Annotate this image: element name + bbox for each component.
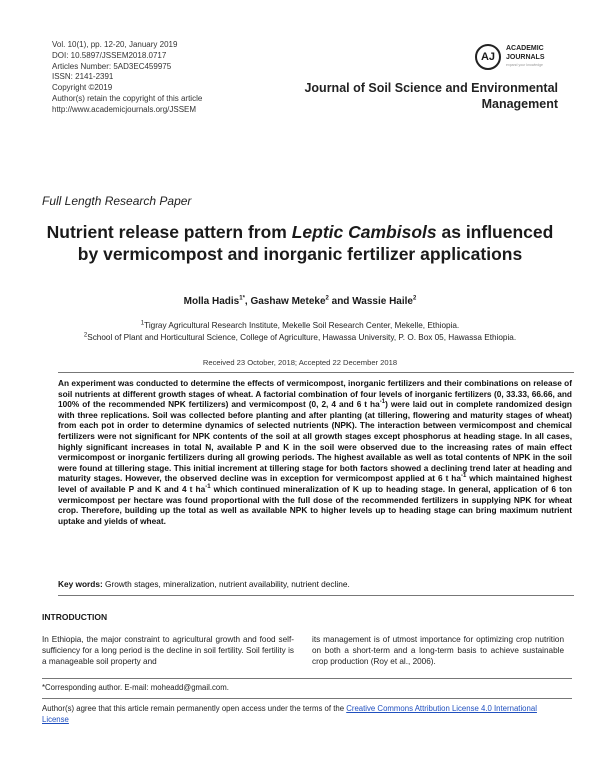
affiliation-2 [40,333,560,342]
title-part2: as influenced by vermicompost and inorganic fertilizer applications [77,222,554,264]
abstract-text: which continued mineralization of K up to heading stage. In general, application of 6 ton vermicompost per hectare was found proportional with the full dose of the recommended fertilizers in supplying NPK for wheat crop. Therefore, building up the total as well as available NPK to higher levels up to heading stage can bring maximum nutrient uptake and yields of wheat. [58,483,572,526]
license-rule [42,698,572,699]
abstract [58,378,572,526]
paper-type: Full Length Research Paper [42,194,192,208]
abstract-text: which maintained highest level of available P and K and 4 t ha [58,473,572,494]
publisher-line1: ACADEMIC [506,45,544,52]
meta-copyright: Copyright ©2019 [52,83,113,93]
introduction-heading: INTRODUCTION [42,612,108,622]
meta-url[interactable]: http://www.academicjournals.org/JSSEM [52,104,197,114]
title-italic: Leptic Cambisols [291,222,437,242]
affiliation-2-marker: 2 [83,332,88,339]
journal-name-line2: Management [481,97,558,111]
author-separator: and [328,296,353,307]
affiliation-1 [40,321,560,330]
abstract-top-rule [58,372,574,373]
license-notice [42,703,562,725]
author-1-affil: 1* [239,295,245,302]
author-2-affil: 2 [325,295,329,302]
received-dates: Received 23 October, 2018; Accepted 22 December 2018 [202,358,398,367]
affiliation-1-text: Tigray Agricultural Research Institute, Mekelle Soil Research Center, Mekelle, Ethiopia. [144,321,460,330]
abstract-bottom-rule [58,595,574,596]
intro-left-column: In Ethiopia, the major constraint to agricultural growth and food self-sufficiency for a long period is the decline in soil fertility. Soil fertility is a manageable soil property and [42,635,294,666]
meta-issn: ISSN: 2141-2391 [52,72,114,82]
abstract-sup: -1 [460,473,467,480]
paper-title [40,221,560,265]
footnote-rule [42,678,572,679]
meta-doi: DOI: 10.5897/JSSEM2018.0717 [52,50,167,60]
corresponding-author: *Corresponding author. E-mail: moheadd@gmail.com. [42,683,229,692]
abstract-sup: -1 [379,399,386,406]
journal-name [258,80,558,112]
abstract-text: An experiment was conducted to determine the effects of vermicompost, inorganic fertilizers and their combinations on release of soil nutrients at different growth stages of wheat. A factorial combination of four levels of inorganic fertilizers (0, 33.33, 66.66, and 100% of the recommended NPK fertilizers) and vermicompost (0, 2, 4 and 6 t ha [58,378,572,410]
affiliation-2-text: School of Plant and Horticultural Science, College of Agriculture, Hawassa University, P. O. Box 05, Hawassa Ethiopia. [87,333,517,342]
author-3: Wassie Haile [352,296,413,307]
publisher-line2: JOURNALS [506,53,545,61]
affiliation-1-marker: 1 [140,320,145,327]
license-link[interactable]: Creative Commons Attribution License 4.0 International License [42,704,537,724]
keywords-text: Growth stages, mineralization, nutrient availability, nutrient decline. [105,579,350,589]
logo-mark: AJ [480,51,496,63]
meta-volume: Vol. 10(1), pp. 12-20, January 2019 [52,40,178,49]
author-1: Molla Hadis [183,296,240,307]
academic-journals-logo-icon [475,44,501,70]
meta-article-number: Articles Number: 5AD3EC459975 [52,61,172,71]
title-part1: Nutrient release pattern from [46,222,292,242]
keywords [58,579,572,589]
keywords-label: Key words: [58,579,103,589]
author-3-affil: 2 [412,295,417,302]
publisher-tagline: expand your knowledge [506,63,543,67]
license-text: Author(s) agree that this article remain permanently open access under the terms of the [42,704,347,713]
meta-rights: Author(s) retain the copyright of this article [52,93,203,103]
abstract-text: ) were laid out in complete randomized design with three replications. Soil was collected before planting and after planting (at tillering, flowering and maturity stages of wheat) from each pot in order to determine dynamics of selected nutrients (NPK). The interaction between vermicompost and chemical fertilizers were not significant for NPK contents of the soil at all growth stages except phosphorus at heading stage. In all cases, highly significant increases in total N, available P and K in the soil were observed due to the increasing rates of main effect vermicompost or inorganic fertilizers during all growing periods. The highest available as well as total contents of NPK in the soil were found at tillering stage. This initial increment at tillering stage for both factors showed a declining trend later at heading and maturity stages. However, the observed decline was in exception for vermicompost applied at 6 t ha [58,399,572,484]
author-list [40,296,560,307]
abstract-sup: -1 [205,484,211,491]
article-metadata [52,40,202,116]
publisher-name [506,45,545,62]
intro-right-column: its management is of utmost importance for optimizing crop nutrition on both a short-term and a long-term basis to achieve sustainable crop production (Roy et al., 2006). [312,635,564,666]
journal-name-line1: Journal of Soil Science and Environmental [304,81,558,95]
author-2: Gashaw Meteke [250,296,326,307]
author-separator: , [244,296,251,307]
